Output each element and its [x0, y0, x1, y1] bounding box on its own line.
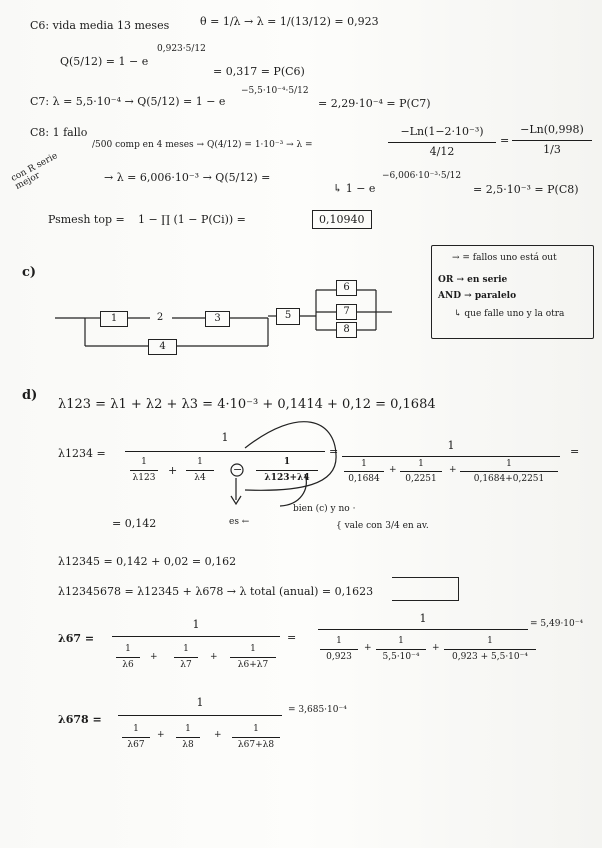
block-5: 5 [276, 308, 300, 325]
d-l678-value: = 3,685·10⁻⁴ [288, 705, 347, 715]
d-lambda1234-num: 1 [221, 431, 229, 444]
d-l67-rhs-bar [318, 629, 528, 630]
d-l1234-plus1: + [168, 464, 178, 477]
d-l678-bar [118, 715, 282, 716]
d-l678-b-bar [176, 737, 200, 738]
d-l67-rhs-a-den: 0,923 [326, 652, 352, 662]
block-8: 8 [336, 322, 357, 338]
c8-lambda: → λ = 6,006·10⁻³ → Q(5/12) = [104, 171, 271, 184]
d-l1234-rhs-c-den: 0,1684+0,2251 [473, 474, 545, 484]
d-l678-b-num: 1 [185, 724, 191, 734]
d-l678-plus1: + [157, 730, 165, 740]
d-l1234-rhs-b-bar [400, 471, 442, 472]
d-l67-eq: = [287, 631, 297, 644]
legend-line-3: AND → paralelo [438, 291, 517, 301]
d-l1234-rhs-a-num: 1 [361, 459, 367, 469]
d-l678-b-den: λ8 [182, 740, 194, 750]
d-l67-rhs-c-num: 1 [487, 636, 493, 646]
c8-frac1-den: 4/12 [429, 145, 455, 158]
block-1: 1 [100, 311, 128, 327]
block-6: 6 [336, 280, 357, 296]
c6-line: C6: vida media 13 meses [30, 19, 170, 32]
d-l67-bar [112, 636, 280, 637]
d-note-bien: bien (c) y no · [293, 504, 356, 514]
d-note-es: es ← [229, 517, 250, 527]
d-l67-c-bar [230, 657, 276, 658]
d-l1234-a-bar [130, 470, 158, 471]
d-l1234-rhs-c-bar [460, 471, 558, 472]
d-l67-rhs-a-bar [320, 649, 358, 650]
c8-sub: /500 comp en 4 meses → Q(4/12) = 1·10⁻³ → λ = [92, 140, 313, 150]
d-l1234-rhs-a-bar [344, 471, 384, 472]
d-l67-rhs-plus1: + [364, 643, 372, 653]
d-l67-value: = 5,49·10⁻⁴ [530, 619, 584, 629]
block-2: 2 [156, 312, 164, 323]
c8-line: C8: 1 fallo [30, 126, 88, 139]
psmesh-value-box: 0,10940 [312, 210, 372, 229]
d-l1234-minus: − [233, 463, 243, 476]
lambda-total-box [392, 577, 459, 601]
d-l67-a-bar [116, 657, 140, 658]
d-l1234-rhs-b-num: 1 [418, 459, 424, 469]
c8-eq: = [500, 134, 510, 147]
d-lambda123: λ123 = λ1 + λ2 + λ3 = 4·10⁻³ + 0,1414 + 0,12 = 0,1684 [58, 397, 436, 412]
d-l678-num: 1 [196, 696, 204, 709]
d-l1234-value: = 0,142 [112, 517, 157, 530]
d-l67-rhs-a-num: 1 [336, 636, 342, 646]
d-l67-rhs-b-bar [376, 649, 426, 650]
d-l67-b-bar [174, 657, 198, 658]
d-l1234-c-bar [256, 470, 318, 471]
psmesh-label: Psmesh top = [48, 213, 125, 226]
d-lambda12345: λ12345 = 0,142 + 0,02 = 0,162 [58, 555, 237, 568]
d-l1234-c-den: λ123+λ4 [264, 473, 310, 483]
c7-result: = 2,29·10⁻⁴ = P(C7) [318, 97, 431, 110]
c8-result: = 2,5·10⁻³ = P(C8) [473, 183, 579, 196]
section-d-label: d) [22, 388, 38, 403]
d-l67-c-den: λ6+λ7 [237, 660, 269, 670]
d-l678-c-bar [232, 737, 280, 738]
d-l1234-c-num: 1 [283, 457, 291, 467]
d-lambda67-label: λ67 = [58, 632, 95, 645]
d-l1234-b-bar [186, 470, 214, 471]
d-l67-c-num: 1 [250, 644, 256, 654]
block-7: 7 [336, 304, 357, 320]
d-l678-c-num: 1 [253, 724, 259, 734]
c8-frac2-den: 1/3 [543, 143, 561, 156]
c7-line: C7: λ = 5,5·10⁻⁴ → Q(5/12) = 1 − e [30, 95, 226, 108]
legend-line-4: ↳ que falle uno y la otra [454, 309, 565, 319]
d-l1234-rhs-a-den: 0,1684 [348, 474, 380, 484]
c6-theta: θ = 1/λ → λ = 1/(13/12) = 0,923 [200, 15, 379, 28]
d-note-vale: { vale con 3/4 en av. [336, 521, 429, 531]
d-l67-rhs-c-den: 0,923 + 5,5·10⁻⁴ [451, 652, 528, 662]
d-l67-num: 1 [192, 618, 200, 631]
d-l1234-a-den: λ123 [132, 473, 156, 483]
d-l1234-rhs-plus1: + [389, 465, 397, 475]
d-lambda1234-bar [125, 451, 325, 452]
c6-result: = 0,317 = P(C6) [213, 65, 305, 78]
d-l1234-rhs-c-num: 1 [506, 459, 512, 469]
d-l67-a-num: 1 [125, 644, 131, 654]
d-l678-a-bar [122, 737, 150, 738]
d-l67-rhs-b-num: 1 [398, 636, 404, 646]
d-l678-a-num: 1 [133, 724, 139, 734]
d-l67-b-den: λ7 [180, 660, 192, 670]
d-l678-c-den: λ67+λ8 [237, 740, 275, 750]
c8-frac1-num: −Ln(1−2·10⁻³) [400, 125, 484, 138]
block-3: 3 [205, 311, 230, 327]
d-l67-plus1: + [150, 652, 158, 662]
d-l1234-rhs-b-den: 0,2251 [405, 474, 437, 484]
d-l67-rhs-b-den: 5,5·10⁻⁴ [382, 652, 420, 662]
d-l1234-b-num: 1 [197, 457, 203, 467]
psmesh-formula: 1 − ∏ (1 − P(Ci)) = [138, 213, 246, 226]
legend-line-2: OR → en serie [438, 275, 508, 285]
d-l1234-rhs-bar [342, 456, 560, 457]
section-c-label: c) [22, 265, 37, 280]
d-l1234-b-den: λ4 [194, 473, 206, 483]
d-l67-plus2: + [210, 652, 218, 662]
c8-q-exponent: −6,006·10⁻³·5/12 [382, 171, 462, 181]
d-l67-rhs-plus2: + [432, 643, 440, 653]
d-l67-rhs-num: 1 [419, 612, 427, 625]
d-l1234-rhs-num: 1 [447, 439, 455, 452]
d-l67-b-num: 1 [183, 644, 189, 654]
c8-side-note: con R serie mejor [9, 151, 60, 192]
d-l1234-eq: = [329, 445, 339, 458]
block-4: 4 [148, 339, 177, 355]
d-l678-a-den: λ67 [127, 740, 145, 750]
d-lambda1234-label: λ1234 = [58, 447, 106, 460]
c8-frac2-num: −Ln(0,998) [520, 123, 584, 136]
d-l678-plus2: + [214, 730, 222, 740]
d-lambda678-label: λ678 = [58, 713, 102, 726]
d-l1234-rhs-eq: = [570, 445, 580, 458]
d-lambda12345678: λ12345678 = λ12345 + λ678 → λ total (anual) = 0,1623 [58, 585, 374, 598]
c8-q: ↳ 1 − e [333, 182, 376, 195]
d-l67-rhs-c-bar [444, 649, 536, 650]
legend-box [431, 245, 594, 339]
d-l1234-a-num: 1 [141, 457, 147, 467]
d-l67-a-den: λ6 [122, 660, 134, 670]
c7-exponent: −5,5·10⁻⁴·5/12 [241, 86, 309, 96]
c6-q: Q(5/12) = 1 − e [60, 55, 149, 68]
legend-line-1: → = fallos uno está out [452, 253, 557, 263]
c6-q-exponent: 0,923·5/12 [157, 44, 206, 54]
d-l1234-rhs-plus2: + [449, 465, 457, 475]
